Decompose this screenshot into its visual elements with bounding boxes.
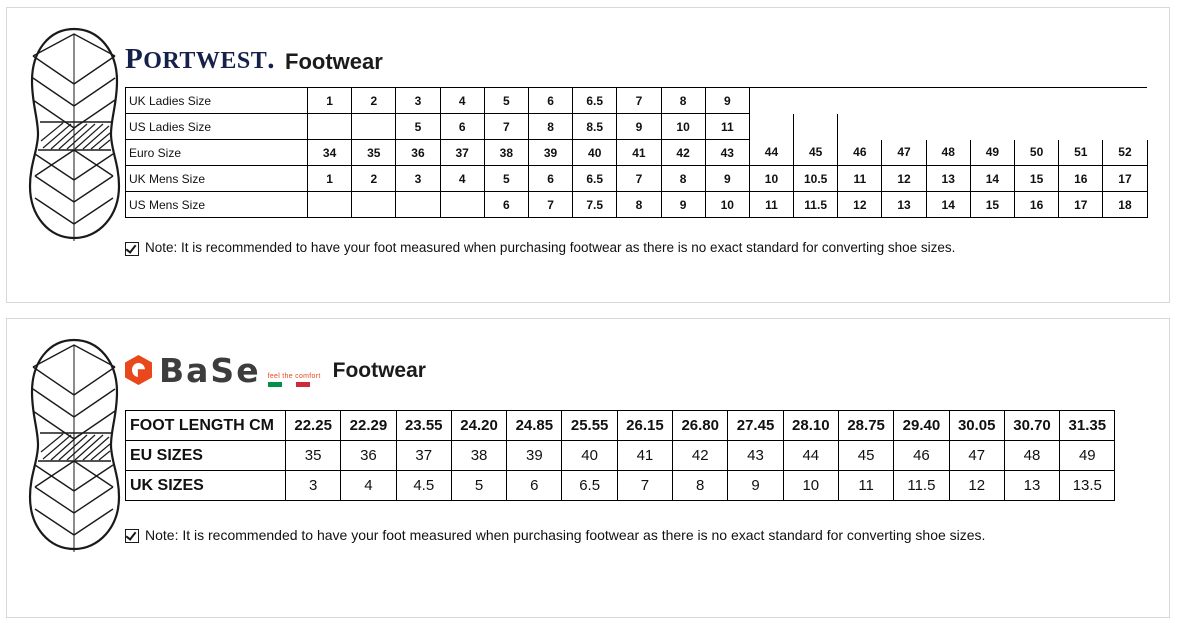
cell: 52 xyxy=(1103,140,1147,166)
cell xyxy=(970,114,1014,140)
cell: 10.5 xyxy=(794,166,838,192)
row-label: Euro Size xyxy=(126,140,308,166)
table-row xyxy=(126,88,1148,114)
cell: 2 xyxy=(352,166,396,192)
cell: 9 xyxy=(617,114,661,140)
cell: 4 xyxy=(440,88,484,114)
cell: 43 xyxy=(728,441,783,471)
cell: 39 xyxy=(507,441,562,471)
cell: 24.20 xyxy=(451,411,506,441)
cell: 9 xyxy=(705,88,749,114)
cell xyxy=(1059,114,1103,140)
cell: 6 xyxy=(528,166,572,192)
cell: 51 xyxy=(1059,140,1103,166)
cell: 50 xyxy=(1015,140,1059,166)
cell: 7.5 xyxy=(573,192,617,218)
cell: 6 xyxy=(484,192,528,218)
note-text: Note: It is recommended to have your foot measured when purchasing footwear as there is no exact standard for converting shoe sizes. xyxy=(145,240,956,255)
cell: 16 xyxy=(1015,192,1059,218)
table-row xyxy=(126,411,1115,441)
base-tagline-block xyxy=(268,353,321,387)
cell: 29.40 xyxy=(894,411,949,441)
cell: 22.25 xyxy=(286,411,341,441)
cell: 8 xyxy=(661,166,705,192)
cell: 46 xyxy=(894,441,949,471)
cell: 6.5 xyxy=(573,88,617,114)
cell: 27.45 xyxy=(728,411,783,441)
cell: 10 xyxy=(661,114,705,140)
portwest-note xyxy=(125,240,1149,256)
shoe-sole-icon xyxy=(27,26,122,241)
cell: 11.5 xyxy=(894,471,949,501)
cell: 5 xyxy=(396,114,440,140)
cell: 12 xyxy=(882,166,926,192)
base-logo-text: BaSe xyxy=(159,350,261,390)
cell: 26.80 xyxy=(673,411,728,441)
cell: 44 xyxy=(783,441,838,471)
cell xyxy=(1103,114,1147,140)
base-brand xyxy=(125,347,1149,393)
cell: 36 xyxy=(396,140,440,166)
cell: 17 xyxy=(1059,192,1103,218)
cell: 38 xyxy=(451,441,506,471)
cell: 26.15 xyxy=(617,411,672,441)
cell: 8 xyxy=(661,88,705,114)
cell: 13 xyxy=(882,192,926,218)
cell xyxy=(838,114,882,140)
cell: 24.85 xyxy=(507,411,562,441)
cell: 35 xyxy=(286,441,341,471)
cell: 8 xyxy=(528,114,572,140)
cell: 3 xyxy=(286,471,341,501)
cell: 12 xyxy=(949,471,1004,501)
cell: 16 xyxy=(1059,166,1103,192)
cell: 7 xyxy=(617,88,661,114)
cell: 48 xyxy=(926,140,970,166)
cell: 11 xyxy=(838,471,893,501)
cell: 43 xyxy=(705,140,749,166)
cell: 3 xyxy=(396,166,440,192)
cell: 49 xyxy=(1060,441,1115,471)
cell: 13 xyxy=(1004,471,1059,501)
cell: 30.70 xyxy=(1004,411,1059,441)
cell: 10 xyxy=(705,192,749,218)
cell: 30.05 xyxy=(949,411,1004,441)
cell: 10 xyxy=(783,471,838,501)
cell: 18 xyxy=(1103,192,1147,218)
cell: 13.5 xyxy=(1060,471,1115,501)
base-size-table xyxy=(125,410,1115,501)
cell: 42 xyxy=(673,441,728,471)
cell: 40 xyxy=(573,140,617,166)
cell: 34 xyxy=(308,140,352,166)
portwest-category-label: Footwear xyxy=(285,49,383,74)
cell: 10 xyxy=(749,166,793,192)
cell: 14 xyxy=(926,192,970,218)
base-content xyxy=(125,347,1149,543)
cell: 44 xyxy=(749,140,793,166)
base-tagline: feel the comfort xyxy=(267,373,321,380)
cell: 4 xyxy=(440,166,484,192)
cell xyxy=(882,88,926,114)
cell xyxy=(794,88,838,114)
cell: 8.5 xyxy=(573,114,617,140)
cell: 15 xyxy=(970,192,1014,218)
portwest-logo-text: PORTWEST. xyxy=(125,43,275,75)
cell: 6 xyxy=(440,114,484,140)
base-size-chart-panel xyxy=(6,318,1170,618)
cell: 48 xyxy=(1004,441,1059,471)
cell: 11 xyxy=(749,192,793,218)
cell xyxy=(749,114,793,140)
cell: 40 xyxy=(562,441,617,471)
cell: 41 xyxy=(617,441,672,471)
cell: 11 xyxy=(705,114,749,140)
cell xyxy=(794,114,838,140)
cell: 5 xyxy=(484,166,528,192)
note-text: Note: It is recommended to have your foot measured when purchasing footwear as there is no exact standard for converting shoe sizes. xyxy=(145,527,986,543)
row-label: UK Ladies Size xyxy=(126,88,308,114)
base-hexagon-icon xyxy=(125,355,152,385)
cell: 14 xyxy=(970,166,1014,192)
cell: 45 xyxy=(838,441,893,471)
cell: 8 xyxy=(617,192,661,218)
cell: 4 xyxy=(341,471,396,501)
cell: 37 xyxy=(396,441,451,471)
row-label: FOOT LENGTH CM xyxy=(126,411,286,441)
cell xyxy=(1103,88,1147,114)
cell xyxy=(352,114,396,140)
cell: 7 xyxy=(484,114,528,140)
cell: 15 xyxy=(1015,166,1059,192)
cell: 8 xyxy=(673,471,728,501)
cell: 49 xyxy=(970,140,1014,166)
row-label: US Mens Size xyxy=(126,192,308,218)
cell xyxy=(440,192,484,218)
table-row xyxy=(126,441,1115,471)
cell: 28.75 xyxy=(838,411,893,441)
cell: 5 xyxy=(484,88,528,114)
cell: 41 xyxy=(617,140,661,166)
cell: 22.29 xyxy=(341,411,396,441)
table-row xyxy=(126,114,1148,140)
table-row xyxy=(126,192,1148,218)
cell: 23.55 xyxy=(396,411,451,441)
cell: 3 xyxy=(396,88,440,114)
cell: 42 xyxy=(661,140,705,166)
table-row xyxy=(126,166,1148,192)
shoe-sole-icon xyxy=(27,337,122,552)
cell: 7 xyxy=(617,166,661,192)
cell xyxy=(1015,88,1059,114)
cell xyxy=(749,88,793,114)
row-label: EU SIZES xyxy=(126,441,286,471)
cell: 39 xyxy=(528,140,572,166)
cell xyxy=(970,88,1014,114)
row-label: UK SIZES xyxy=(126,471,286,501)
cell: 6 xyxy=(507,471,562,501)
italy-flag-icon xyxy=(268,382,310,387)
cell: 11.5 xyxy=(794,192,838,218)
cell: 1 xyxy=(308,166,352,192)
portwest-size-table xyxy=(125,87,1148,218)
portwest-brand xyxy=(125,36,1149,74)
cell: 45 xyxy=(794,140,838,166)
cell xyxy=(308,114,352,140)
cell: 38 xyxy=(484,140,528,166)
cell xyxy=(926,88,970,114)
cell: 5 xyxy=(451,471,506,501)
checkbox-checked-icon xyxy=(125,529,139,543)
cell: 28.10 xyxy=(783,411,838,441)
base-note xyxy=(125,527,1149,543)
cell: 1 xyxy=(308,88,352,114)
row-label: UK Mens Size xyxy=(126,166,308,192)
cell: 2 xyxy=(352,88,396,114)
cell xyxy=(926,114,970,140)
cell: 9 xyxy=(661,192,705,218)
cell: 7 xyxy=(617,471,672,501)
cell xyxy=(882,114,926,140)
cell: 7 xyxy=(528,192,572,218)
cell: 47 xyxy=(882,140,926,166)
cell: 37 xyxy=(440,140,484,166)
cell: 9 xyxy=(705,166,749,192)
cell: 17 xyxy=(1103,166,1147,192)
cell xyxy=(838,88,882,114)
cell: 35 xyxy=(352,140,396,166)
checkbox-checked-icon xyxy=(125,242,139,256)
cell xyxy=(308,192,352,218)
cell xyxy=(352,192,396,218)
cell: 6 xyxy=(528,88,572,114)
cell: 6.5 xyxy=(573,166,617,192)
portwest-size-chart-panel xyxy=(6,7,1170,303)
cell xyxy=(396,192,440,218)
cell: 47 xyxy=(949,441,1004,471)
base-logo xyxy=(125,350,321,390)
cell: 36 xyxy=(341,441,396,471)
cell xyxy=(1059,88,1103,114)
portwest-content xyxy=(125,36,1149,256)
cell: 4.5 xyxy=(396,471,451,501)
cell: 31.35 xyxy=(1060,411,1115,441)
cell: 13 xyxy=(926,166,970,192)
table-row xyxy=(126,471,1115,501)
base-category-label: Footwear xyxy=(332,358,426,382)
cell: 11 xyxy=(838,166,882,192)
cell: 12 xyxy=(838,192,882,218)
cell xyxy=(1015,114,1059,140)
table-row xyxy=(126,140,1148,166)
cell: 9 xyxy=(728,471,783,501)
cell: 6.5 xyxy=(562,471,617,501)
row-label: US Ladies Size xyxy=(126,114,308,140)
cell: 25.55 xyxy=(562,411,617,441)
cell: 46 xyxy=(838,140,882,166)
